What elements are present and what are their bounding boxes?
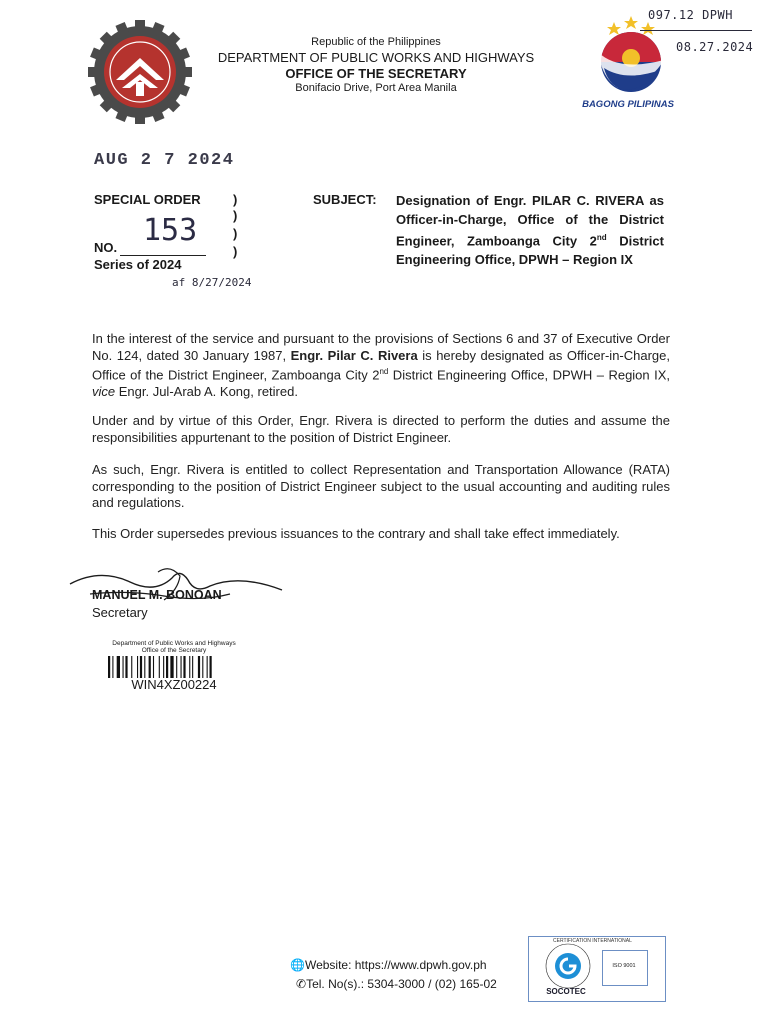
barcode-bar — [189, 656, 190, 678]
barcode-bar — [159, 656, 160, 678]
bracket-mark: ) — [233, 244, 238, 259]
barcode-bar — [176, 656, 177, 678]
barcode-bar — [108, 656, 110, 678]
barcode-bar — [144, 656, 145, 678]
handwritten-initial: af 8/27/2024 — [172, 276, 252, 289]
barcode-bar — [137, 656, 138, 678]
order-number: 153 — [143, 213, 198, 248]
special-order-label: SPECIAL ORDER — [94, 192, 201, 207]
footer-website — [290, 958, 487, 972]
bracket-mark: ) — [233, 208, 238, 223]
date-stamp: AUG 2 7 2024 — [94, 151, 235, 170]
subject-part: District Engineering Office, DPWH – Region IX — [396, 233, 664, 267]
barcode-bar — [149, 656, 151, 678]
barcode-caption: Office of the Secretary — [141, 647, 207, 654]
vice-word: vice — [92, 383, 116, 399]
phone-icon: ✆ — [296, 977, 307, 991]
barcode-bar — [117, 656, 120, 678]
receiving-divider — [640, 30, 752, 31]
barcode-bar — [140, 656, 142, 678]
barcode-bar — [112, 656, 113, 678]
barcode-bar — [170, 656, 173, 678]
barcode-bar — [166, 656, 168, 678]
barcode-caption: Department of Public Works and Highways — [112, 640, 236, 647]
barcode-bar — [202, 656, 203, 678]
receiving-number: 097.12 DPWH — [648, 8, 733, 22]
designee-name: Engr. Pilar C. Rivera — [290, 347, 418, 363]
gear-tooth — [135, 20, 145, 32]
paragraph-superscript: nd — [379, 367, 389, 376]
website-text: Website: https://www.dpwh.gov.ph — [304, 958, 487, 972]
paragraph-text: District Engineering Office, DPWH – Region IX, — [388, 367, 670, 383]
signatory-name: MANUEL M. BONOAN — [92, 588, 222, 602]
iso-label: ISO 9001 — [612, 963, 636, 969]
department-name: DEPARTMENT OF PUBLIC WORKS AND HIGHWAYS — [217, 50, 535, 65]
barcode-bar — [192, 656, 193, 678]
body-paragraph — [92, 331, 670, 400]
bracket-mark: ) — [233, 226, 238, 241]
subject-superscript: nd — [596, 233, 607, 242]
body-paragraph: As such, Engr. Rivera is entitled to collect Representation and Transportation Allowance (RATA) corresponding to the position of District Engineer subject to the usual accounting and auditing rules and regulations. — [92, 462, 670, 510]
barcode-bar — [210, 656, 212, 678]
bagong-pilipinas-icon — [578, 12, 684, 104]
signatory-title: Secretary — [92, 605, 148, 620]
order-series: Series of 2024 — [94, 257, 182, 272]
barcode-bar — [183, 656, 185, 678]
barcode-bar — [123, 656, 124, 678]
subject-text — [396, 192, 664, 269]
body-paragraph: Under and by virtue of this Order, Engr. Rivera is directed to perform the duties and assume the responsibilities appurtenant to the position of District Engineer. — [92, 413, 670, 445]
barcode-bar — [131, 656, 132, 678]
barcode-bar — [125, 656, 127, 678]
order-number-underline — [120, 255, 206, 256]
barcode-bar — [153, 656, 154, 678]
socotec-label: SOCOTEC — [546, 987, 586, 996]
certification-international-label: CERTIFICATION INTERNATIONAL — [553, 938, 632, 944]
footer-telephone — [296, 977, 497, 991]
republic-line: Republic of the Philippines — [311, 36, 441, 48]
office-address: Bonifacio Drive, Port Area Manila — [295, 82, 457, 94]
gear-tooth — [135, 112, 145, 124]
receiving-date: 08.27.2024 — [676, 40, 754, 54]
barcode-icon — [108, 656, 248, 678]
barcode-bar — [198, 656, 200, 678]
globe-icon: 🌐 — [290, 958, 305, 972]
subject-part: Designation of Engr. PILAR C. RIVERA as Officer-in-Charge, Office of the District Engineer, Zamboanga City 2 — [396, 193, 664, 249]
barcode-number: WIN4XZ00224 — [131, 677, 217, 692]
telephone-text: Tel. No(s).: 5304-3000 / (02) 165-02 — [306, 977, 497, 991]
barcode-bar — [181, 656, 182, 678]
gear-tooth — [88, 67, 100, 77]
paragraph-text: Engr. Jul-Arab A. Kong, retired. — [115, 383, 298, 399]
paragraph-text: In the interest of the service and pursuant to the provisions of Sections 6 and 37 of Executive Order No. 124, dated 30 January 1987, — [92, 331, 670, 363]
order-number-label: NO. — [94, 240, 118, 255]
barcode-bar — [163, 656, 164, 678]
body-paragraph: This Order supersedes previous issuances to the contrary and shall take effect immediately. — [92, 526, 620, 541]
subject-label: SUBJECT: — [313, 192, 377, 207]
office-name: OFFICE OF THE SECRETARY — [285, 66, 467, 81]
bracket-mark: ) — [233, 192, 238, 207]
paragraph-text: is hereby designated as Officer-in-Charge, Office of the District Engineer, Zamboanga City 2 — [92, 347, 670, 383]
barcode-bar — [207, 656, 208, 678]
dpwh-seal-icon — [86, 18, 194, 126]
bagong-pilipinas-label: BAGONG PILIPINAS — [582, 99, 674, 110]
